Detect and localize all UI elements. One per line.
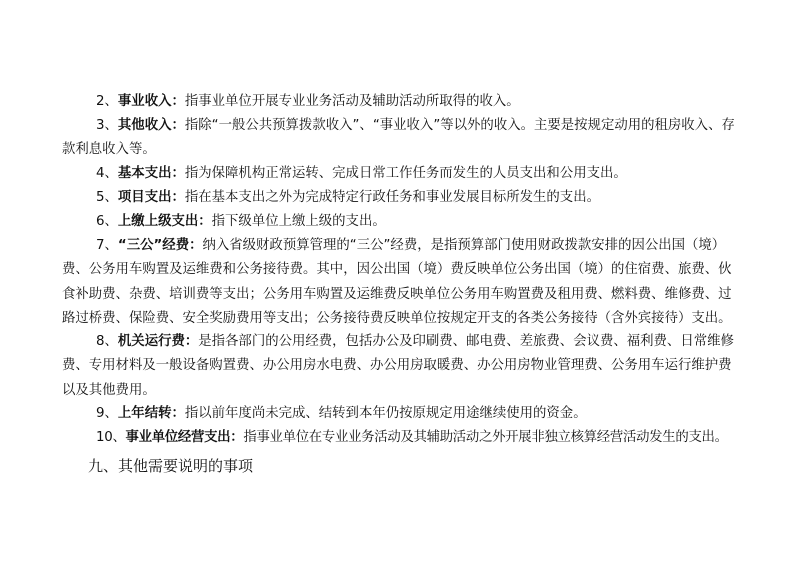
definition-item-5 [62, 186, 742, 210]
definition-item-2 [62, 90, 742, 114]
item-text: 指事业单位开展专业业务活动及辅助活动所取得的收入。 [184, 94, 520, 109]
definition-item-6 [62, 210, 742, 234]
item-number: 7、 [96, 238, 118, 253]
item-text: 指事业单位在专业业务活动及其辅助活动之外开展非独立核算经营活动发生的支出。 [243, 430, 728, 445]
item-number: 3、 [96, 118, 118, 133]
item-text: 指除“一般公共预算拨款收入”、“事业收入”等以外的收入。主要是按规定动用的租房收入、存款利息收入等。 [62, 118, 735, 158]
item-text: 指下级单位上缴上级的支出。 [211, 214, 386, 229]
item-term: 事业收入： [117, 94, 185, 109]
item-number: 6、 [96, 214, 118, 229]
item-number: 10、 [96, 430, 126, 445]
item-term: 基本支出： [117, 166, 185, 181]
definition-item-3 [62, 114, 742, 163]
item-number: 9、 [96, 406, 118, 421]
item-text: 指在基本支出之外为完成特定行政任务和事业发展目标所发生的支出。 [184, 190, 600, 205]
item-term: 上缴上级支出： [117, 214, 212, 229]
item-number: 5、 [96, 190, 118, 205]
item-text: 是指各部门的公用经费，包括办公及印刷费、邮电费、差旅费、会议费、福利费、日常维修费、专用材料及一般设备购置费、办公用房水电费、办公用房取暖费、办公用房物业管理费、公务用车运行维护费以及其他费用。 [62, 334, 734, 398]
item-term: 事业单位经营支出： [125, 430, 244, 445]
item-number: 8、 [96, 334, 118, 349]
definition-item-10 [62, 426, 742, 450]
definition-item-7 [62, 234, 742, 331]
definition-item-9 [62, 402, 742, 426]
section-heading: 九、其他需要说明的事项 [88, 457, 254, 475]
item-text: 纳入省级财政预算管理的“三公”经费，是指预算部门使用财政拨款安排的因公出国（境）费、公务用车购置及运维费和公务接待费。其中，因公出国（境）费反映单位公务出国（境）的住宿费、旅费、伙食补助费、杂费、培训费等支出；公务用车购置及运维费反映单位公务用车购置费及租用费、燃料费、维修费、过路过桥费、保险费、安全奖励费用等支出；公务接待费反映单位按规定开支的各类公务接待（含外宾接待）支出。 [62, 238, 732, 326]
item-text: 指为保障机构正常运转、完成日常工作任务而发生的人员支出和公用支出。 [184, 166, 627, 181]
item-term: “三公”经费： [117, 238, 203, 253]
item-term: 机关运行费： [117, 334, 199, 349]
item-term: 上年结转： [117, 406, 185, 421]
item-number: 4、 [96, 166, 118, 181]
item-term: 项目支出： [117, 190, 185, 205]
item-number: 2、 [96, 94, 118, 109]
item-term: 其他收入： [117, 118, 185, 133]
definition-item-4 [62, 162, 742, 186]
definition-item-8 [62, 330, 742, 403]
item-text: 指以前年度尚未完成、结转到本年仍按原规定用途继续使用的资金。 [184, 406, 587, 421]
